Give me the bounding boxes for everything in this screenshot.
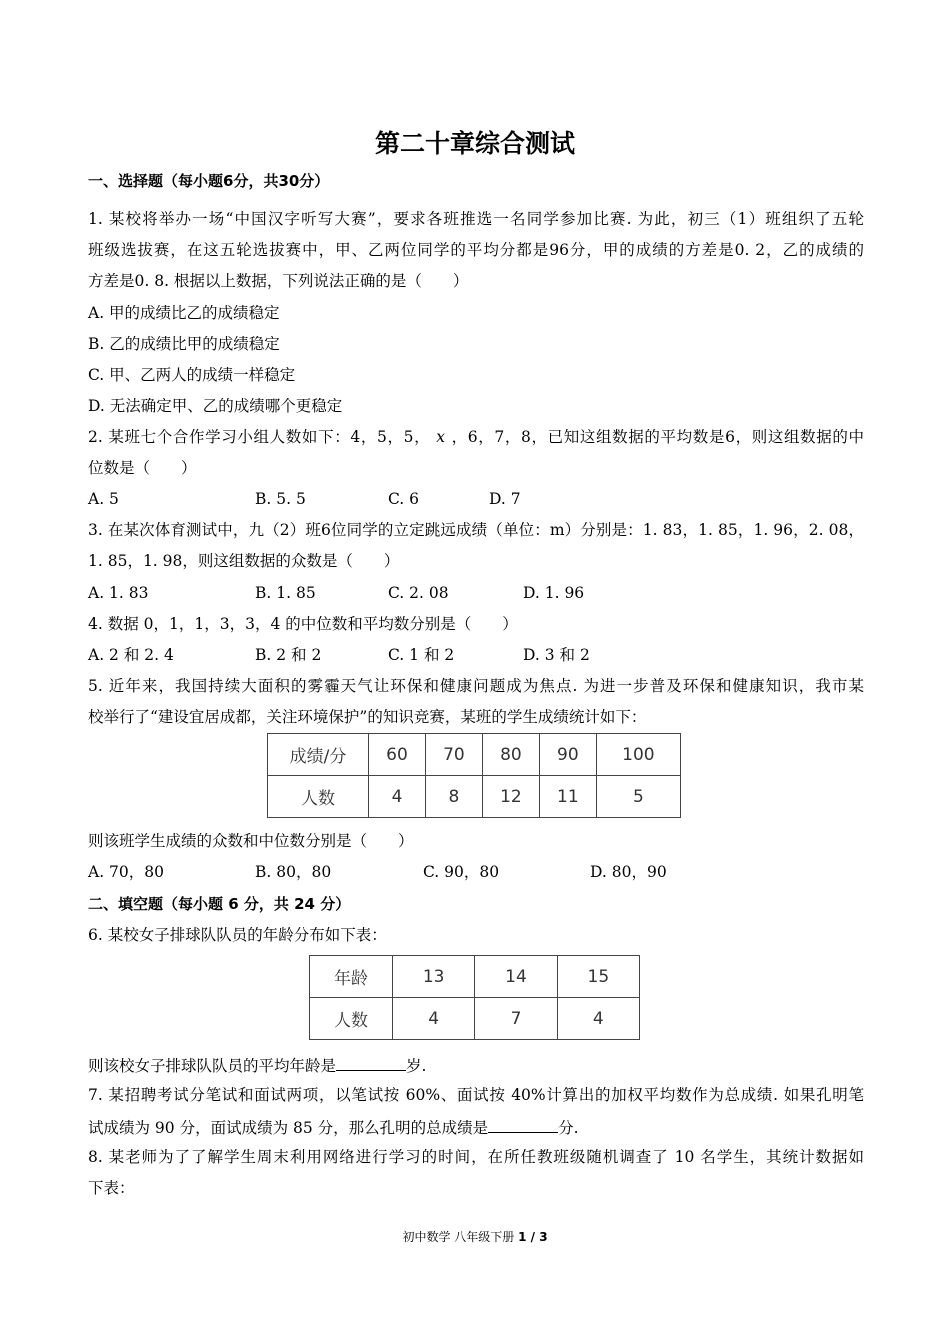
question-5-option-b: B. 80，80: [255, 863, 332, 881]
question-2-option-a: A. 5: [88, 490, 119, 508]
table-header-cell: 13: [393, 956, 475, 998]
question-2-text-b: ，6，7，8，已知这组数据的平均数是6，则这组数据的中: [450, 428, 864, 446]
question-4-option-c: C. 1 和 2: [388, 646, 455, 664]
question-8-line-1: 8. 某老师为了了解学生周末利用网络进行学习的时间，在所任教班级随机调查了 10 名学生，其统计数据如: [88, 1148, 864, 1166]
table-header-cell: 90: [539, 734, 596, 776]
question-1-line-1: 1. 某校将举办一场“中国汉字听写大赛”，要求各班推选一名同学参加比赛. 为此，初三（1）班组织了五轮: [88, 210, 864, 228]
question-7-line-1: 7. 某招聘考试分笔试和面试两项，以笔试按 60%、面试按 40%计算出的加权平均数作为总成绩. 如果孔明笔: [88, 1086, 864, 1104]
table-cell: 人数: [268, 776, 369, 818]
question-3-line-2: 1. 85，1. 98，则这组数据的众数是（ ）: [88, 552, 400, 570]
page-title: 第二十章综合测试: [374, 129, 575, 158]
question-5-line-3: 则该班学生成绩的众数和中位数分别是（ ）: [88, 832, 414, 850]
question-6-line-1: 6. 某校女子排球队队员的年龄分布如下表：: [88, 926, 387, 944]
question-1-option-a: A. 甲的成绩比乙的成绩稳定: [88, 304, 280, 322]
table-header-cell: 14: [475, 956, 557, 998]
page-footer: [0, 1228, 950, 1245]
table-header-cell: 100: [596, 734, 680, 776]
question-5-line-1: 5. 近年来，我国持续大面积的雾霾天气让环保和健康问题成为焦点. 为进一步普及环保和健康知识，我市某: [88, 677, 864, 695]
question-1-line-3: 方差是0. 8. 根据以上数据，下列说法正确的是（ ）: [88, 272, 469, 290]
question-2-line-1: [88, 427, 864, 447]
table-cell: 4: [557, 998, 639, 1040]
age-table: [309, 955, 640, 1040]
table-header-cell: 80: [482, 734, 539, 776]
question-6-text-a: 则该校女子排球队队员的平均年龄是: [88, 1057, 337, 1075]
table-cell: 人数: [310, 998, 393, 1040]
question-4-line-1: 4. 数据 0，1，1，3，3，4 的中位数和平均数分别是（ ）: [88, 615, 518, 633]
table-cell: 8: [425, 776, 482, 818]
question-8-line-2: 下表：: [88, 1179, 135, 1197]
variable-x: x: [436, 428, 445, 446]
table-header-cell: 70: [425, 734, 482, 776]
question-2-option-b: B. 5. 5: [255, 490, 306, 508]
question-1-option-b: B. 乙的成绩比甲的成绩稳定: [88, 335, 280, 353]
question-1-option-d: D. 无法确定甲、乙的成绩哪个更稳定: [88, 397, 343, 415]
question-7-text-b: 分.: [558, 1119, 579, 1137]
question-4-option-a: A. 2 和 2. 4: [88, 646, 174, 664]
table-header-cell: 年龄: [310, 956, 393, 998]
question-3-option-d: D. 1. 96: [523, 584, 585, 602]
table-cell: 5: [596, 776, 680, 818]
question-1-option-c: C. 甲、乙两人的成绩一样稳定: [88, 366, 296, 384]
question-2-option-d: D. 7: [489, 490, 521, 508]
table-header-cell: 60: [369, 734, 426, 776]
question-1-line-2: 班级选拔赛，在这五轮选拔赛中，甲、乙两位同学的平均分都是96分，甲的成绩的方差是0. 2，乙的成绩的: [88, 241, 864, 259]
question-5-option-d: D. 80，90: [590, 863, 667, 881]
section-heading-choice: 一、选择题（每小题6分，共30分）: [88, 172, 330, 190]
answer-blank: [488, 1116, 558, 1133]
table-cell: 7: [475, 998, 557, 1040]
table-cell: 4: [369, 776, 426, 818]
question-2-line-2: 位数是（ ）: [88, 459, 197, 477]
question-5-option-a: A. 70，80: [88, 863, 164, 881]
footer-text: 初中数学 八年级下册: [402, 1230, 515, 1244]
question-4-option-b: B. 2 和 2: [255, 646, 322, 664]
question-7-line-2: [88, 1116, 579, 1138]
question-4-option-d: D. 3 和 2: [523, 646, 590, 664]
table-cell: 11: [539, 776, 596, 818]
question-3-line-1: 3. 在某次体育测试中，九（2）班6位同学的立定跳远成绩（单位：m）分别是：1. 83，1. 85，1. 96，2. 08，: [88, 521, 864, 539]
table-cell: 12: [482, 776, 539, 818]
question-7-text-a: 试成绩为 90 分，面试成绩为 85 分，那么孔明的总成绩是: [88, 1119, 489, 1137]
question-3-option-c: C. 2. 08: [388, 584, 449, 602]
table-cell: 4: [393, 998, 475, 1040]
question-5-line-2: 校举行了“建设宜居成都，关注环境保护”的知识竞赛，某班的学生成绩统计如下：: [88, 708, 647, 726]
question-3-option-b: B. 1. 85: [255, 584, 316, 602]
question-2-option-c: C. 6: [388, 490, 420, 508]
table-header-cell: 成绩/分: [268, 734, 369, 776]
section-heading-fill-in: 二、填空题（每小题 6 分，共 24 分）: [88, 895, 351, 913]
answer-blank: [336, 1054, 406, 1071]
question-5-option-c: C. 90，80: [423, 863, 500, 881]
question-6-line-2: [88, 1054, 426, 1076]
score-table: [267, 733, 681, 818]
table-header-cell: 15: [557, 956, 639, 998]
question-3-option-a: A. 1. 83: [88, 584, 149, 602]
question-6-text-b: 岁.: [406, 1057, 427, 1075]
question-2-text-a: 2. 某班七个合作学习小组人数如下：4，5，5，: [88, 428, 431, 446]
page-number: 1 / 3: [518, 1230, 548, 1244]
